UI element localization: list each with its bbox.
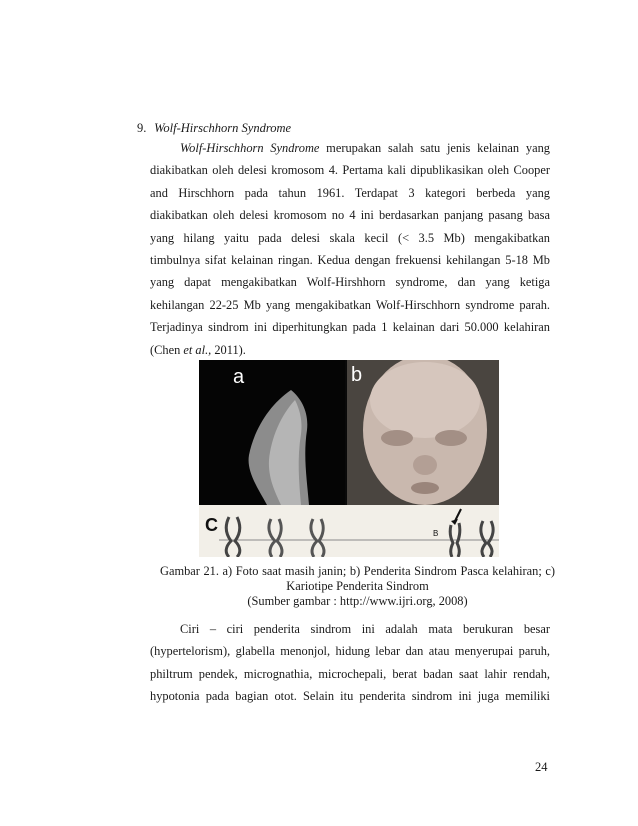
italic-term: et al., [183, 342, 212, 357]
section-number: 9. [137, 121, 147, 135]
page-number: 24 [535, 760, 548, 774]
paragraph-1-line: Terjadinya sindrom ini diperhitungkan pada 1 kelainan dari 50.000 kelahiran [150, 320, 550, 335]
paragraph-2-line: Ciri – ciri penderita sindrom ini adalah mata berukuran besar [180, 622, 550, 636]
paragraph-1 [150, 137, 550, 361]
paragraph-2-line: (hypertelorism), glabella menonjol, hidung lebar dan atau menyerupai paruh, [150, 644, 550, 659]
panel-a-label: a [233, 366, 245, 388]
fetus-silhouette-image [199, 360, 345, 505]
karyotype-image [199, 505, 499, 557]
panel-b-label: b [351, 364, 363, 386]
fetus-photo-panel [199, 360, 345, 505]
paragraph-1-line: and Hirschhorn pada tahun 1961. Terdapat 3 kategori berbeda yang [150, 185, 550, 200]
caption-line-2: Kariotipe Penderita Sindrom [286, 579, 429, 593]
paragraph-1-line: kehilangan 22-25 Mb yang mengakibatkan Wolf-Hirschhorn syndrome parah. [150, 297, 550, 312]
arrow-b-label: B [433, 529, 439, 538]
section-heading [137, 120, 291, 136]
paragraph-2-line: philtrum pendek, micrognathia, microchepali, berat badan saat lahir rendah, [150, 666, 550, 681]
line-text: 2011). [211, 342, 246, 357]
section-title: Wolf-Hirschhorn Syndrome [154, 121, 292, 135]
caption-line-1: Gambar 21. a) Foto saat masih janin; b) Penderita Sindrom Pasca kelahiran; c) [160, 564, 555, 578]
figure-caption [160, 564, 555, 609]
paragraph-1-line: diakibatkan oleh delesi kromosom no 4 ini berdasarkan panjang pasang basa [150, 208, 550, 223]
paragraph-2-line: hypotonia pada bagian otot. Selain itu penderita sindrom ini juga memiliki [150, 689, 550, 704]
karyotype-panel [199, 505, 499, 557]
paragraph-1-line [150, 137, 550, 159]
paragraph-1-line: timbulnya sifat kelainan ringan. Kedua dengan frekuensi kehilangan 5-18 Mb [150, 252, 550, 267]
paragraph-1-line: diakibatkan oleh delesi kromosom 4. Pertama kali dipublikasikan oleh Cooper [150, 163, 550, 178]
caption-source: (Sumber gambar : http://www.ijri.org, 2008) [247, 594, 468, 608]
italic-term: Wolf-Hirschhorn Syndrome [180, 141, 320, 155]
paragraph-1-line: yang dapat mengakibatkan Wolf-Hirshhorn syndrome, dan yang ketiga [150, 275, 550, 290]
newborn-face-image [347, 360, 499, 505]
paragraph-1-line [150, 339, 550, 361]
figure-21 [199, 360, 499, 557]
line-text: merupakan salah satu jenis kelainan yang [319, 141, 550, 155]
newborn-photo-panel [347, 360, 499, 505]
line-text: (Chen [150, 342, 184, 357]
paragraph-2 [150, 618, 550, 708]
panel-c-label: C [205, 515, 218, 535]
paragraph-1-line: yang hilang yaitu pada delesi skala kecil (< 3.5 Mb) mengakibatkan [150, 230, 550, 245]
